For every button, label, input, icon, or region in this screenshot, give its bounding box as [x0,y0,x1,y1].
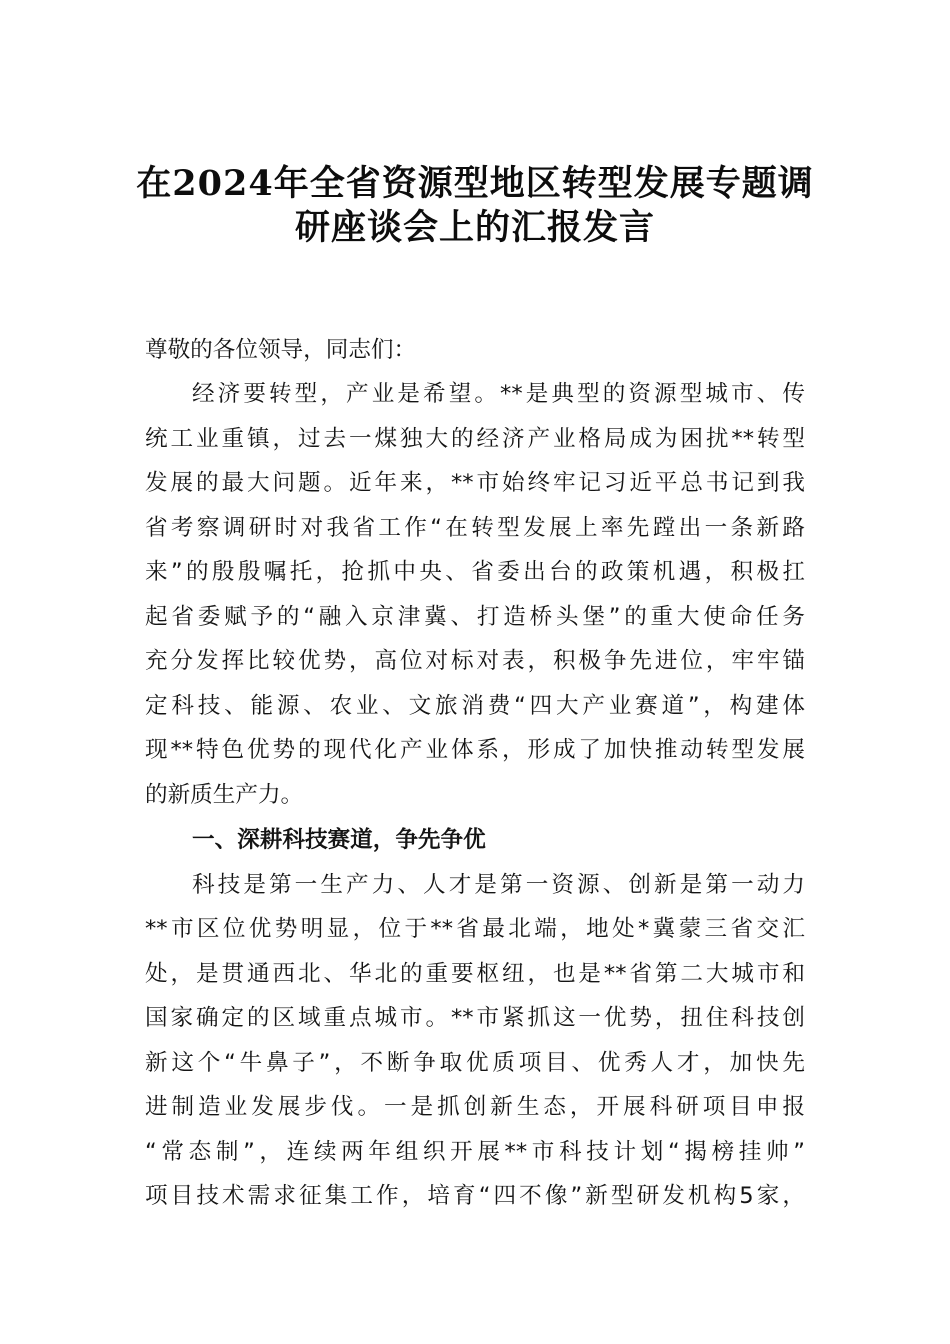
salutation: 尊敬的各位领导，同志们： [145,337,417,363]
paragraph-line: 科技是第一生产力、人才是第一资源、创新是第一动力 [192,872,805,898]
paragraph-line: 省考察调研时对我省工作“在转型发展上率先蹚出一条新路 [145,515,805,541]
paragraph-line: 充分发挥比较优势，高位对标对表，积极争先进位，牢牢锚 [145,648,805,674]
paragraph-line: 来”的殷殷嘱托，抢抓中央、省委出台的政策机遇，积极扛 [145,559,805,585]
paragraph-line: 新这个“牛鼻子”，不断争取优质项目、优秀人才，加快先 [145,1050,805,1076]
paragraph-line: 国家确定的区域重点城市。**市紧抓这一优势，扭住科技创 [145,1005,805,1031]
paragraph-line: 起省委赋予的“融入京津冀、打造桥头堡”的重大使命任务 [145,604,805,630]
paragraph-line: “常态制”，连续两年组织开展**市科技计划“揭榜挂帅” [145,1139,805,1165]
paragraph-line: **市区位优势明显，位于**省最北端，地处*冀蒙三省交汇 [145,916,805,942]
paragraph-line: 进制造业发展步伐。一是抓创新生态，开展科研项目申报 [145,1094,805,1120]
document-title-line-2: 研座谈会上的汇报发言 [294,207,655,248]
paragraph-line: 现**特色优势的现代化产业体系，形成了加快推动转型发展 [145,737,805,763]
paragraph-line: 发展的最大问题。近年来，**市始终牢记习近平总书记到我 [145,470,805,496]
paragraph-line: 定科技、能源、农业、文旅消费“四大产业赛道”，构建体 [145,693,805,719]
paragraph-line: 的新质生产力。 [145,782,304,808]
section-heading: 一、深耕科技赛道，争先争优 [192,827,486,853]
paragraph-line: 经济要转型，产业是希望。**是典型的资源型城市、传 [192,381,805,407]
paragraph-line: 项目技术需求征集工作，培育“四不像”新型研发机构5家， [145,1183,805,1209]
paragraph-line: 统工业重镇，过去一煤独大的经济产业格局成为困扰**转型 [145,426,805,452]
document-title-line-1: 在2024年全省资源型地区转型发展专题调 [136,163,814,204]
paragraph-line: 处，是贯通西北、华北的重要枢纽，也是**省第二大城市和 [145,961,805,987]
